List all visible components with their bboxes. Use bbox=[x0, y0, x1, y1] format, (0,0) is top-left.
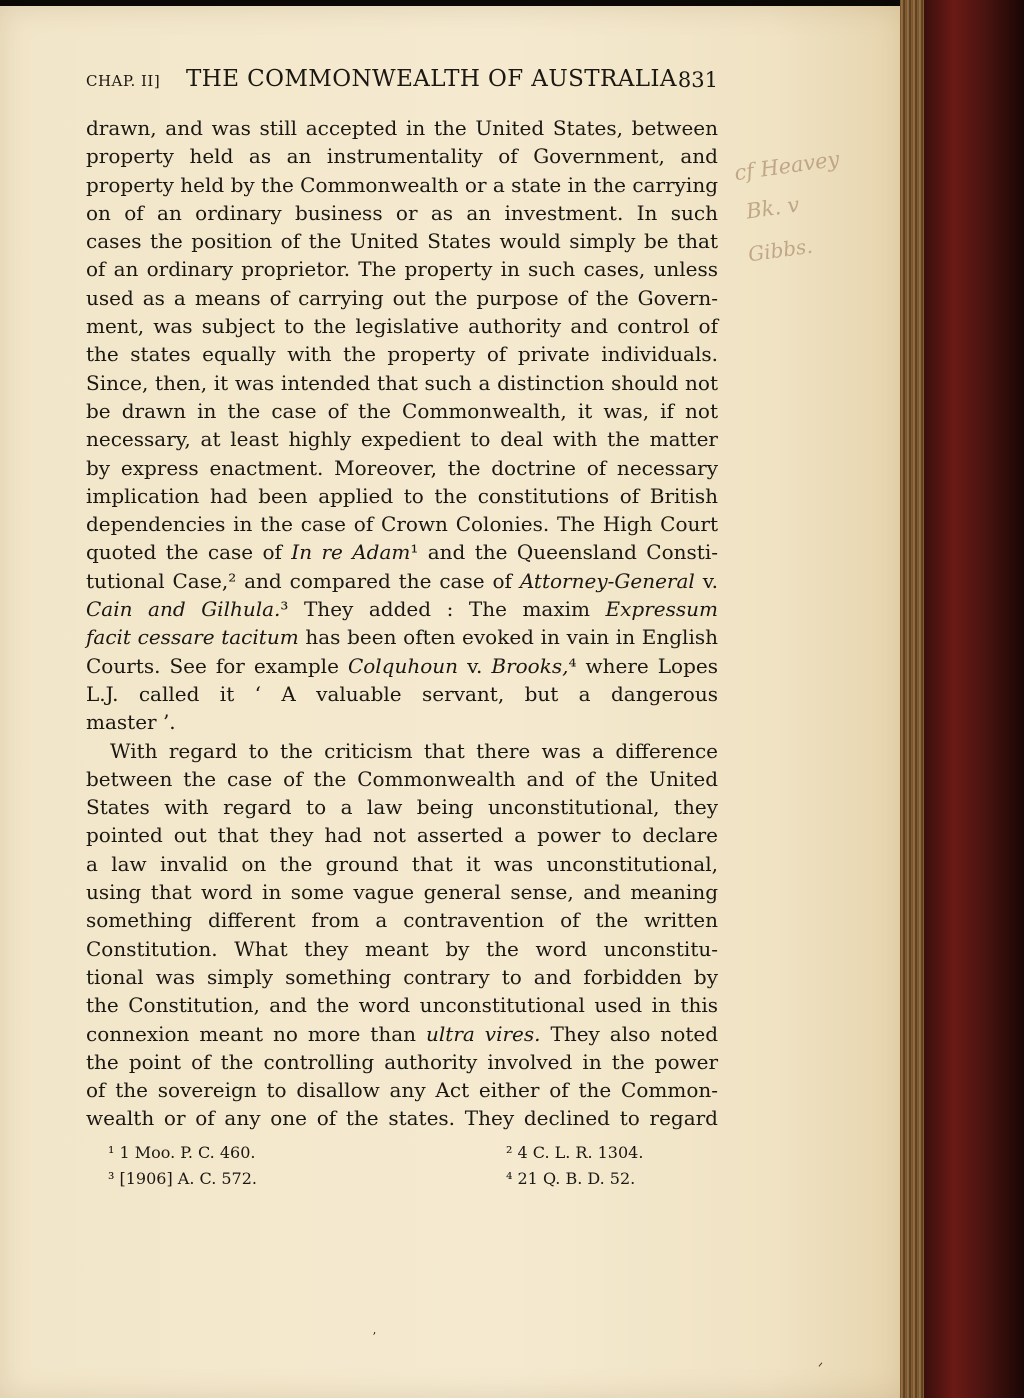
text-line bbox=[86, 510, 718, 538]
text-segment: wealth or of any one of the states. They declined to regard bbox=[86, 1106, 718, 1131]
text-segment: Constitution. What they meant by the word unconstitu- bbox=[86, 936, 718, 961]
text-line bbox=[86, 114, 718, 142]
text-line bbox=[86, 142, 718, 170]
text-segment: property held by the Commonwealth or a state in the carrying bbox=[86, 172, 718, 197]
text-segment: v. bbox=[458, 653, 492, 678]
text-segment: drawn, and was still accepted in the United States, between bbox=[86, 116, 718, 140]
text-segment: They also noted bbox=[540, 1021, 718, 1046]
text-segment: of the sovereign to disallow any Act either of the Common- bbox=[86, 1078, 718, 1103]
text-line bbox=[86, 963, 718, 991]
footnote-3: ³ [1906] A. C. 572. bbox=[108, 1169, 257, 1188]
text-line bbox=[86, 821, 718, 849]
text-line bbox=[86, 425, 718, 453]
text-segment: a law invalid on the ground that it was unconstitutional, bbox=[86, 851, 718, 876]
text-segment: pointed out that they had not asserted a power to declare bbox=[86, 823, 718, 848]
footnote-2: ² 4 C. L. R. 1304. bbox=[506, 1143, 644, 1162]
text-line bbox=[86, 538, 718, 566]
text-segment: ¹ and the Queensland Consti- bbox=[410, 540, 718, 565]
text-segment: master ’. bbox=[86, 710, 176, 735]
text-segment: property held as an instrumentality of Government, and bbox=[86, 144, 718, 169]
text-segment: L.J. called it ‘ A valuable servant, but a dangerous bbox=[86, 681, 718, 706]
footnote-1: ¹ 1 Moo. P. C. 460. bbox=[108, 1143, 256, 1162]
page-number: 831 bbox=[677, 68, 718, 92]
ink-speck: ᐟ bbox=[818, 1360, 824, 1374]
italic-text: Expressum bbox=[605, 597, 718, 622]
text-line bbox=[86, 1076, 718, 1104]
text-line bbox=[86, 737, 718, 765]
text-segment: Courts. See for example bbox=[86, 653, 348, 678]
text-segment: tutional Case,² and compared the case of bbox=[86, 568, 520, 593]
text-line bbox=[86, 623, 718, 651]
ink-speck: ʼ bbox=[372, 1330, 376, 1344]
text-line bbox=[86, 227, 718, 255]
marginalia-line-2: Bk. v bbox=[744, 192, 801, 224]
text-segment: With regard to the criticism that there was a difference bbox=[110, 738, 718, 763]
italic-text: In re Adam bbox=[291, 540, 411, 565]
text-segment: ⁴ where Lopes bbox=[568, 653, 718, 678]
text-segment: by express enactment. Moreover, the doctrine of necessary bbox=[86, 455, 718, 480]
text-line bbox=[86, 991, 718, 1019]
text-segment: of an ordinary proprietor. The property in such cases, unless bbox=[86, 257, 718, 282]
text-line bbox=[86, 482, 718, 510]
chapter-label: CHAP. II] bbox=[86, 72, 161, 90]
text-line bbox=[86, 397, 718, 425]
text-segment: on of an ordinary business or as an investment. In such bbox=[86, 200, 718, 225]
text-segment: the point of the controlling authority involved in the power bbox=[86, 1049, 718, 1074]
text-line bbox=[86, 850, 718, 878]
pencil-marginalia bbox=[728, 146, 888, 280]
text-line bbox=[86, 906, 718, 934]
text-segment: the states equally with the property of private individuals. bbox=[86, 342, 718, 367]
italic-text: Brooks, bbox=[491, 653, 569, 678]
text-segment: ment, was subject to the legislative authority and control of bbox=[86, 314, 718, 339]
body-text bbox=[86, 114, 718, 1133]
text-line bbox=[86, 708, 718, 736]
text-segment: States with regard to a law being unconstitutional, they bbox=[86, 795, 718, 820]
text-segment: has been often evoked in vain in English bbox=[298, 625, 718, 650]
text-segment: the Constitution, and the word unconstitutional used in this bbox=[86, 993, 718, 1018]
text-line bbox=[86, 1048, 718, 1076]
text-line bbox=[86, 793, 718, 821]
text-line bbox=[86, 340, 718, 368]
text-segment: Since, then, it was intended that such a distinction should not bbox=[86, 370, 718, 395]
text-segment: ³ They added : The maxim bbox=[280, 597, 606, 622]
text-line bbox=[86, 284, 718, 312]
text-line bbox=[86, 567, 718, 595]
marginalia-line-1: cf Heavey bbox=[732, 146, 841, 186]
text-line bbox=[86, 312, 718, 340]
italic-text: ultra vires. bbox=[426, 1021, 541, 1046]
running-title: THE COMMONWEALTH OF AUSTRALIA bbox=[186, 66, 677, 92]
text-line bbox=[86, 680, 718, 708]
text-segment: cases the position of the United States would simply be that bbox=[86, 229, 718, 254]
text-segment: connexion meant no more than bbox=[86, 1021, 426, 1046]
text-line bbox=[86, 199, 718, 227]
text-segment: be drawn in the case of the Commonwealth, it was, if not bbox=[86, 398, 718, 423]
text-segment: v. bbox=[694, 568, 718, 593]
italic-text: Colquhoun bbox=[347, 653, 459, 678]
footnote-4: ⁴ 21 Q. B. D. 52. bbox=[506, 1169, 636, 1188]
page-edges bbox=[900, 0, 924, 1398]
italic-text: Cain and Gilhula. bbox=[86, 597, 281, 622]
text-segment: using that word in some vague general sense, and meaning bbox=[86, 880, 718, 905]
italic-text: facit cessare tacitum bbox=[86, 625, 299, 650]
text-segment: quoted the case of bbox=[86, 540, 292, 565]
text-line bbox=[86, 595, 718, 623]
text-line bbox=[86, 255, 718, 283]
running-header bbox=[86, 66, 718, 100]
text-segment: between the case of the Commonwealth and of the United bbox=[86, 766, 718, 791]
text-line bbox=[86, 878, 718, 906]
text-line bbox=[86, 171, 718, 199]
text-segment: dependencies in the case of Crown Colonies. The High Court bbox=[86, 512, 718, 537]
text-segment: something different from a contravention of the written bbox=[86, 908, 718, 933]
text-line bbox=[86, 454, 718, 482]
text-line bbox=[86, 1020, 718, 1048]
book-spine bbox=[924, 0, 1024, 1398]
text-segment: used as a means of carrying out the purpose of the Govern- bbox=[86, 285, 718, 310]
italic-text: Attorney-General bbox=[519, 568, 695, 593]
text-line bbox=[86, 935, 718, 963]
text-segment: necessary, at least highly expedient to deal with the matter bbox=[86, 427, 718, 452]
text-line bbox=[86, 1104, 718, 1132]
text-segment: implication had been applied to the constitutions of British bbox=[86, 483, 718, 508]
text-line bbox=[86, 652, 718, 680]
text-line bbox=[86, 765, 718, 793]
marginalia-line-3: Gibbs. bbox=[746, 233, 814, 267]
text-line bbox=[86, 369, 718, 397]
text-segment: tional was simply something contrary to and forbidden by bbox=[86, 964, 718, 989]
